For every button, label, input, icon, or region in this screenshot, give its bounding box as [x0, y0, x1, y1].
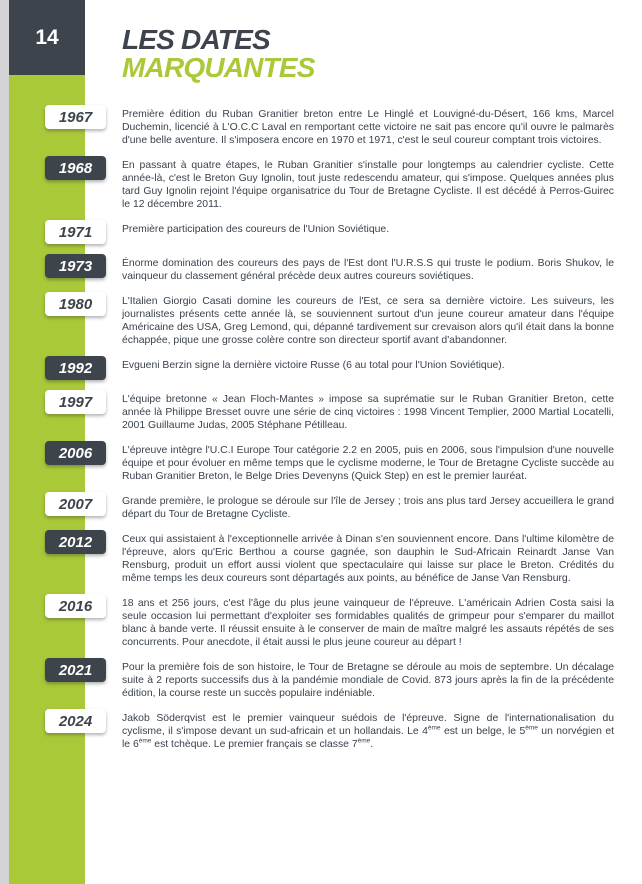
entry-text: Grande première, le prologue se déroule sur l'île de Jersey ; trois ans plus tard Jersey accueillera le grand départ du Tour de Bretagne Cycliste.: [122, 496, 614, 520]
page-title-line-1: LES DATES: [122, 24, 270, 55]
timeline-entry: [58, 661, 614, 700]
timeline-entry: [58, 444, 614, 483]
entry-text: Première édition du Ruban Granitier breton entre Le Hinglé et Louvigné-du-Désert, 166 kms, Marcel Duchemin, licencié à L'O.C.C Laval en remportant cette victoire ne sait pas encore qu'il ouvre le palmarès d'une belle aventure. Il s'imposera encore en 1970 et 1971, c'est le seul coureur comptant trois victoires.: [122, 109, 614, 146]
timeline-entry: [58, 359, 614, 381]
page-number-box: [9, 0, 85, 75]
year-badge: 1992: [45, 356, 106, 380]
entry-text: Pour la première fois de son histoire, le Tour de Bretagne se déroule au mois de septembre. Un décalage suite à 2 reports successifs dus à la pandémie mondiale de Covid. 873 jours après la fin de la précédente édition, la course reste un succès populaire indéniable.: [122, 662, 614, 699]
page-number: 14: [35, 25, 59, 49]
entry-text: L'épreuve intègre l'U.C.I Europe Tour catégorie 2.2 en 2005, puis en 2006, sous l'impulsion d'une nouvelle équipe et pour évoluer en même temps que le cyclisme moderne, le Tour de Bretagne Cycliste succède au Ruban Granitier Breton, le Belge Dries Devenyns (Quick Step) en est le premier lauréat.: [122, 445, 614, 482]
entry-text: Ceux qui assistaient à l'exceptionnelle arrivée à Dinan s'en souviennent encore. Dans l'ultime kilomètre de l'épreuve, alors qu'Eric Berthou a course gagnée, son dauphin le Sud-Africain Reinardt Janse Van Rensburg, produit un effort aussi violent que spectaculaire qui laisse sur place le Breton. Crédités du même temps les deux coureurs sont départagés aux points, au bénéfice de Janse Van Rensburg.: [122, 534, 614, 584]
entry-text: Evgueni Berzin signe la dernière victoire Russe (6 au total pour l'Union Soviétique).: [122, 360, 505, 371]
entry-text: 18 ans et 256 jours, c'est l'âge du plus jeune vainqueur de l'épreuve. L'américain Adrien Costa saisi la seule occasion lui permettant d'exploiter ses formidables qualités de grimpeur pour s'emparer du maillot blanc à bande verte. Il réussit ensuite à le conserver de main de maître malgré les assauts répétés de ses concurrents. Pour anecdote, il était aussi le plus jeune coureur au départ !: [122, 598, 614, 648]
entry-text: Première participation des coureurs de l'Union Soviétique.: [122, 224, 390, 235]
year-badge: 1968: [45, 156, 106, 180]
timeline-entry: [58, 597, 614, 649]
entry-text: Jakob Söderqvist est le premier vainqueur suédois de l'épreuve. Signe de l'internationalisation du cyclisme, il s'impose devant un sud-africain et un hollandais. Le 4ème est un belge, le 5ème un norvégien et le 6ème est tchèque. Le premier français se classe 7ème.: [122, 713, 614, 750]
year-badge: 2024: [45, 709, 106, 733]
timeline-entry: [58, 533, 614, 585]
entry-text: L'équipe bretonne « Jean Floch-Mantes » impose sa suprématie sur le Ruban Granitier Breton, cette année là Philippe Bresset ouvre une série de cinq victoires : 1998 Vincent Templier, 2000 Martial Locatelli, 2001 Guillaume Judas, 2005 Stéphane Pétilleau.: [122, 394, 614, 431]
year-badge: 2021: [45, 658, 106, 682]
year-badge: 1980: [45, 292, 106, 316]
timeline-entry: [58, 393, 614, 432]
year-badge: 1973: [45, 254, 106, 278]
timeline: [58, 108, 614, 763]
year-badge: 1997: [45, 390, 106, 414]
timeline-entry: [58, 257, 614, 283]
year-badge: 1967: [45, 105, 106, 129]
year-badge: 2012: [45, 530, 106, 554]
timeline-entry: [58, 159, 614, 211]
page-title-line-2: MARQUANTES: [122, 52, 315, 83]
timeline-entry: [58, 223, 614, 245]
page-title: [122, 26, 315, 82]
year-badge: 1971: [45, 220, 106, 244]
timeline-entry: [58, 108, 614, 147]
year-badge: 2016: [45, 594, 106, 618]
timeline-entry: [58, 712, 614, 751]
entry-text: L'Italien Giorgio Casati domine les coureurs de l'Est, ce sera sa dernière victoire. Les suiveurs, les journalistes présents cette année là, se souviennent surtout d'un jeune coureur amateur dans l'équipe Américaine des USA, Greg Lemond, qui, dépanné tardivement sur crevaison alors qu'il était dans la bonne échappée, pique une grosse colère contre son directeur sportif avant d'abandonner.: [122, 296, 614, 346]
entry-text: En passant à quatre étapes, le Ruban Granitier s'installe pour longtemps au calendrier cycliste. Cette année-là, c'est le Breton Guy Ignolin, tout juste redescendu amateur, qui s'impose. Quelques années plus tard Guy Ignolin rejoint l'équipe organisatrice du Tour de Bretagne Cycliste. Il est décédé à Perros-Guirec le 12 décembre 2011.: [122, 160, 614, 210]
timeline-entry: [58, 495, 614, 521]
page-edge-strip: [0, 0, 9, 884]
year-badge: 2007: [45, 492, 106, 516]
year-badge: 2006: [45, 441, 106, 465]
timeline-entry: [58, 295, 614, 347]
entry-text: Énorme domination des coureurs des pays de l'Est dont l'U.R.S.S qui truste le podium. Boris Shukov, le vainqueur du classement général précède deux autres coureurs soviétiques.: [122, 258, 614, 282]
